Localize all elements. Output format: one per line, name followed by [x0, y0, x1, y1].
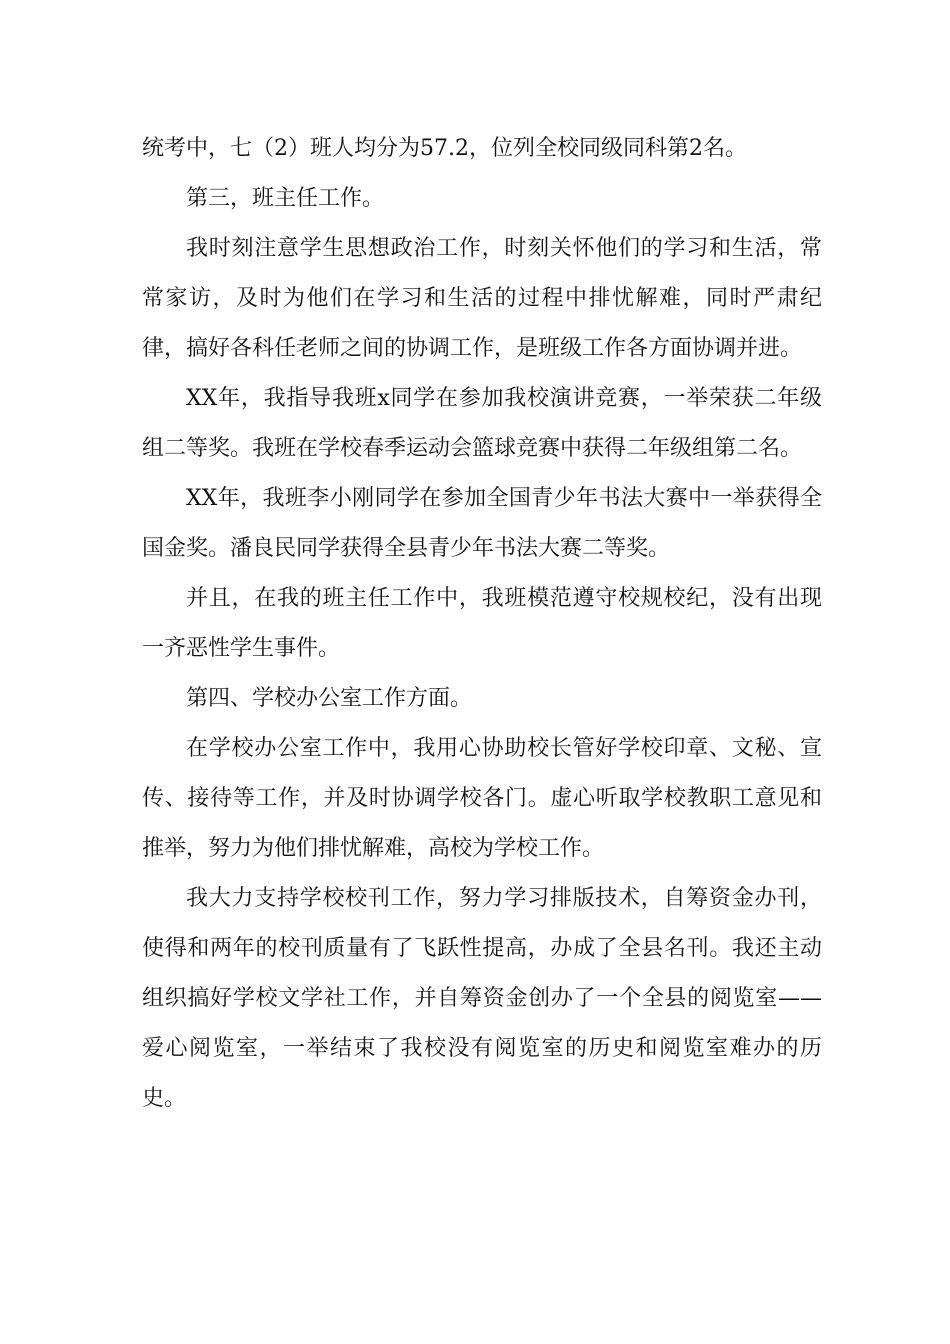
paragraph-head-teacher-work: 我时刻注意学生思想政治工作，时刻关怀他们的学习和生活，常常家访，及时为他们在学习和生活的过程中排忧解难，同时严肃纪律，搞好各科任老师之间的协调工作，是班级工作各方面协调并进。 [142, 236, 822, 361]
paragraph-calligraphy-award: XX年，我班李小刚同学在参加全国青少年书法大赛中一举获得全国金奖。潘良民同学获得全县青少年书法大赛二等奖。 [142, 486, 822, 561]
paragraph-discipline: 并且，在我的班主任工作中，我班模范遵守校规校纪，没有出现一齐恶性学生事件。 [142, 586, 822, 661]
paragraph-office-work: 在学校办公室工作中，我用心协助校长管好学校印章、文秘、宣传、接待等工作，并及时协调学校各门。虚心听取学校教职工意见和推举，努力为他们排忧解难，高校为学校工作。 [142, 736, 822, 861]
paragraph-school-magazine: 我大力支持学校校刊工作，努力学习排版技术，自筹资金办刊，使得和两年的校刊质量有了飞跃性提高，办成了全县名刊。我还主动组织搞好学校文学社工作，并自筹资金创办了一个全县的阅览室——爱心阅览室，一举结束了我校没有阅览室的历史和阅览室难办的历史。 [142, 886, 822, 1111]
section-heading-office-work: 第四、学校办公室工作方面。 [186, 686, 473, 711]
section-heading-head-teacher: 第三，班主任工作。 [186, 186, 385, 211]
paragraph-speech-contest: XX年，我指导我班x同学在参加我校演讲竞赛，一举荣获二年级组二等奖。我班在学校春季运动会篮球竞赛中获得二年级组第二名。 [142, 386, 822, 461]
paragraph-exam-result: 统考中，七（2）班人均分为57.2，位列全校同级同科第2名。 [142, 136, 747, 161]
document-body [142, 124, 822, 1124]
